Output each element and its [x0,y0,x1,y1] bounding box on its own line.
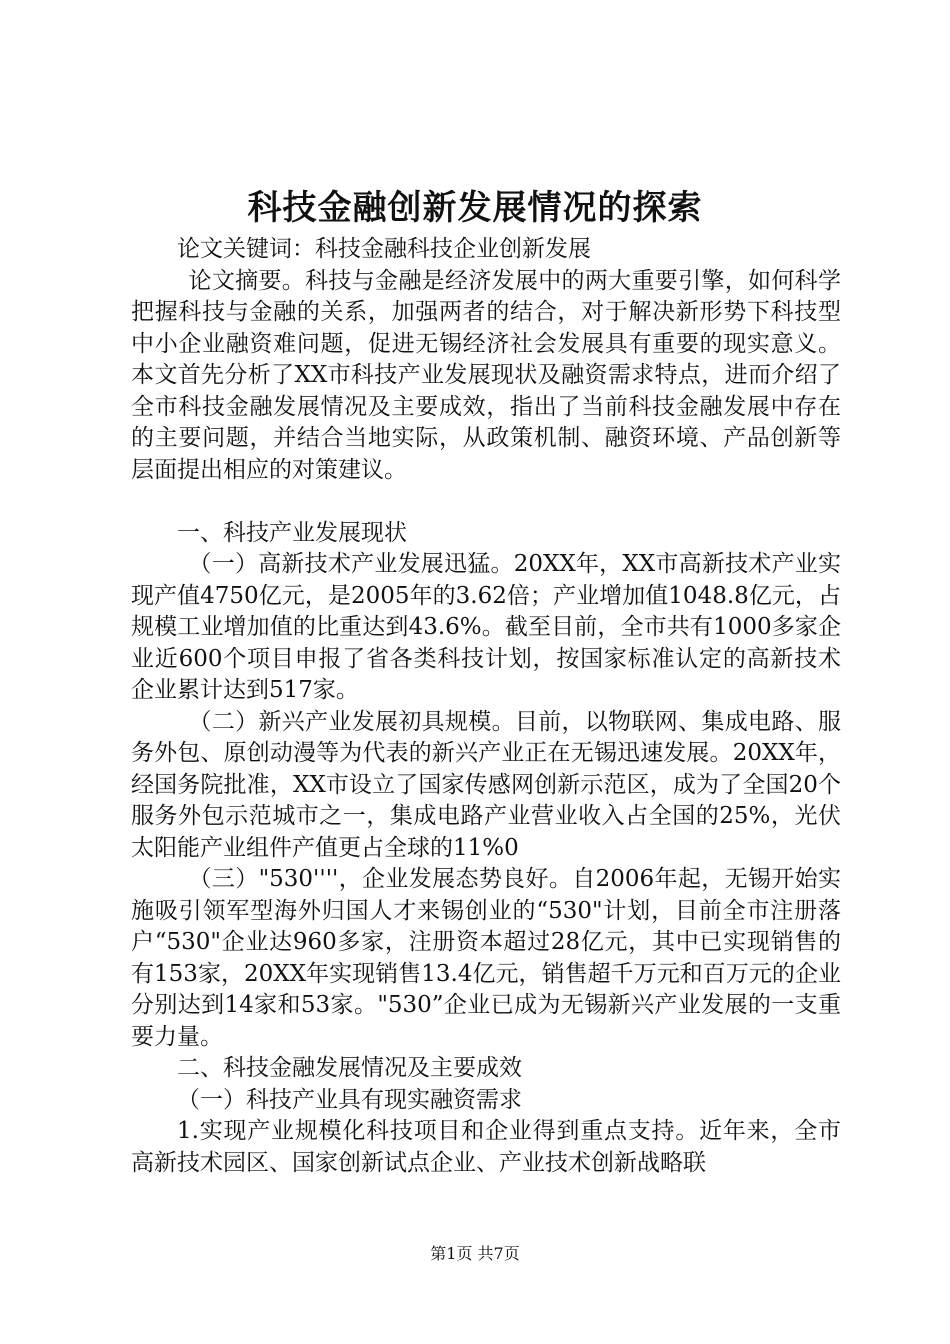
body-paragraph: （二）新兴产业发展初具规模。目前，以物联网、集成电路、服务外包、原创动漫等为代表的新兴产业正在无锡迅速发展。20XX年，经国务院批准，XX市设立了国家传感网创新示范区，成为了全国20个服务外包示范城市之一，集成电路产业营业收入占全国的25%，光伏太阳能产业组件产值更占全球的11%0 [131,708,841,861]
abstract-paragraph: 论文摘要。科技与金融是经济发展中的两大重要引擎，如何科学把握科技与金融的关系，加强两者的结合，对于解决新形势下科技型中小企业融资难问题，促进无锡经济社会发展具有重要的现实意义。本文首先分析了XX市科技产业发展现状及融资需求特点，进而介绍了全市科技金融发展情况及主要成效，指出了当前科技金融发展中存在的主要问题，并结合当地实际，从政策机制、融资环境、产品创新等层面提出相应的对策建议。 [131,267,841,483]
section-heading-2: 二、科技金融发展情况及主要成效 [177,1055,522,1081]
body-paragraph: 1.实现产业规模化科技项目和企业得到重点支持。近年来，全市高新技术园区、国家创新试点企业、产业技术创新战略联 [131,1118,841,1176]
keywords-paragraph: 论文关键词：科技金融科技企业创新发展 [177,236,591,262]
page-footer: 第1页 共7页 [430,1244,520,1263]
document-title: 科技金融创新发展情况的探索 [247,188,703,228]
body-paragraph: （一）高新技术产业发展迅猛。20XX年，XX市高新技术产业实现产值4750亿元，是2005年的3.62倍；产业增加值1048.8亿元，占规模工业增加值的比重达到43.6%。截至目前，全市共有1000多家企业近600个项目申报了省各类科技计划，按国家标准认定的高新技术企业累计达到517家。 [131,551,841,703]
subsection-heading: （一）科技产业具有现实融资需求 [177,1086,522,1113]
section-heading-1: 一、科技产业发展现状 [177,519,407,546]
body-paragraph: （三）"530''''，企业发展态势良好。自2006年起，无锡开始实施吸引领军型海外归国人才来锡创业的“530"计划，目前全市注册落户“530"企业达960多家，注册资本超过28亿元，其中已实现销售的有153家，20XX年实现销售13.4亿元，销售超千万元和百万元的企业分别达到14家和53家。"530”企业已成为无锡新兴产业发展的一支重要力量。 [131,866,841,1050]
document-body [131,234,841,1179]
